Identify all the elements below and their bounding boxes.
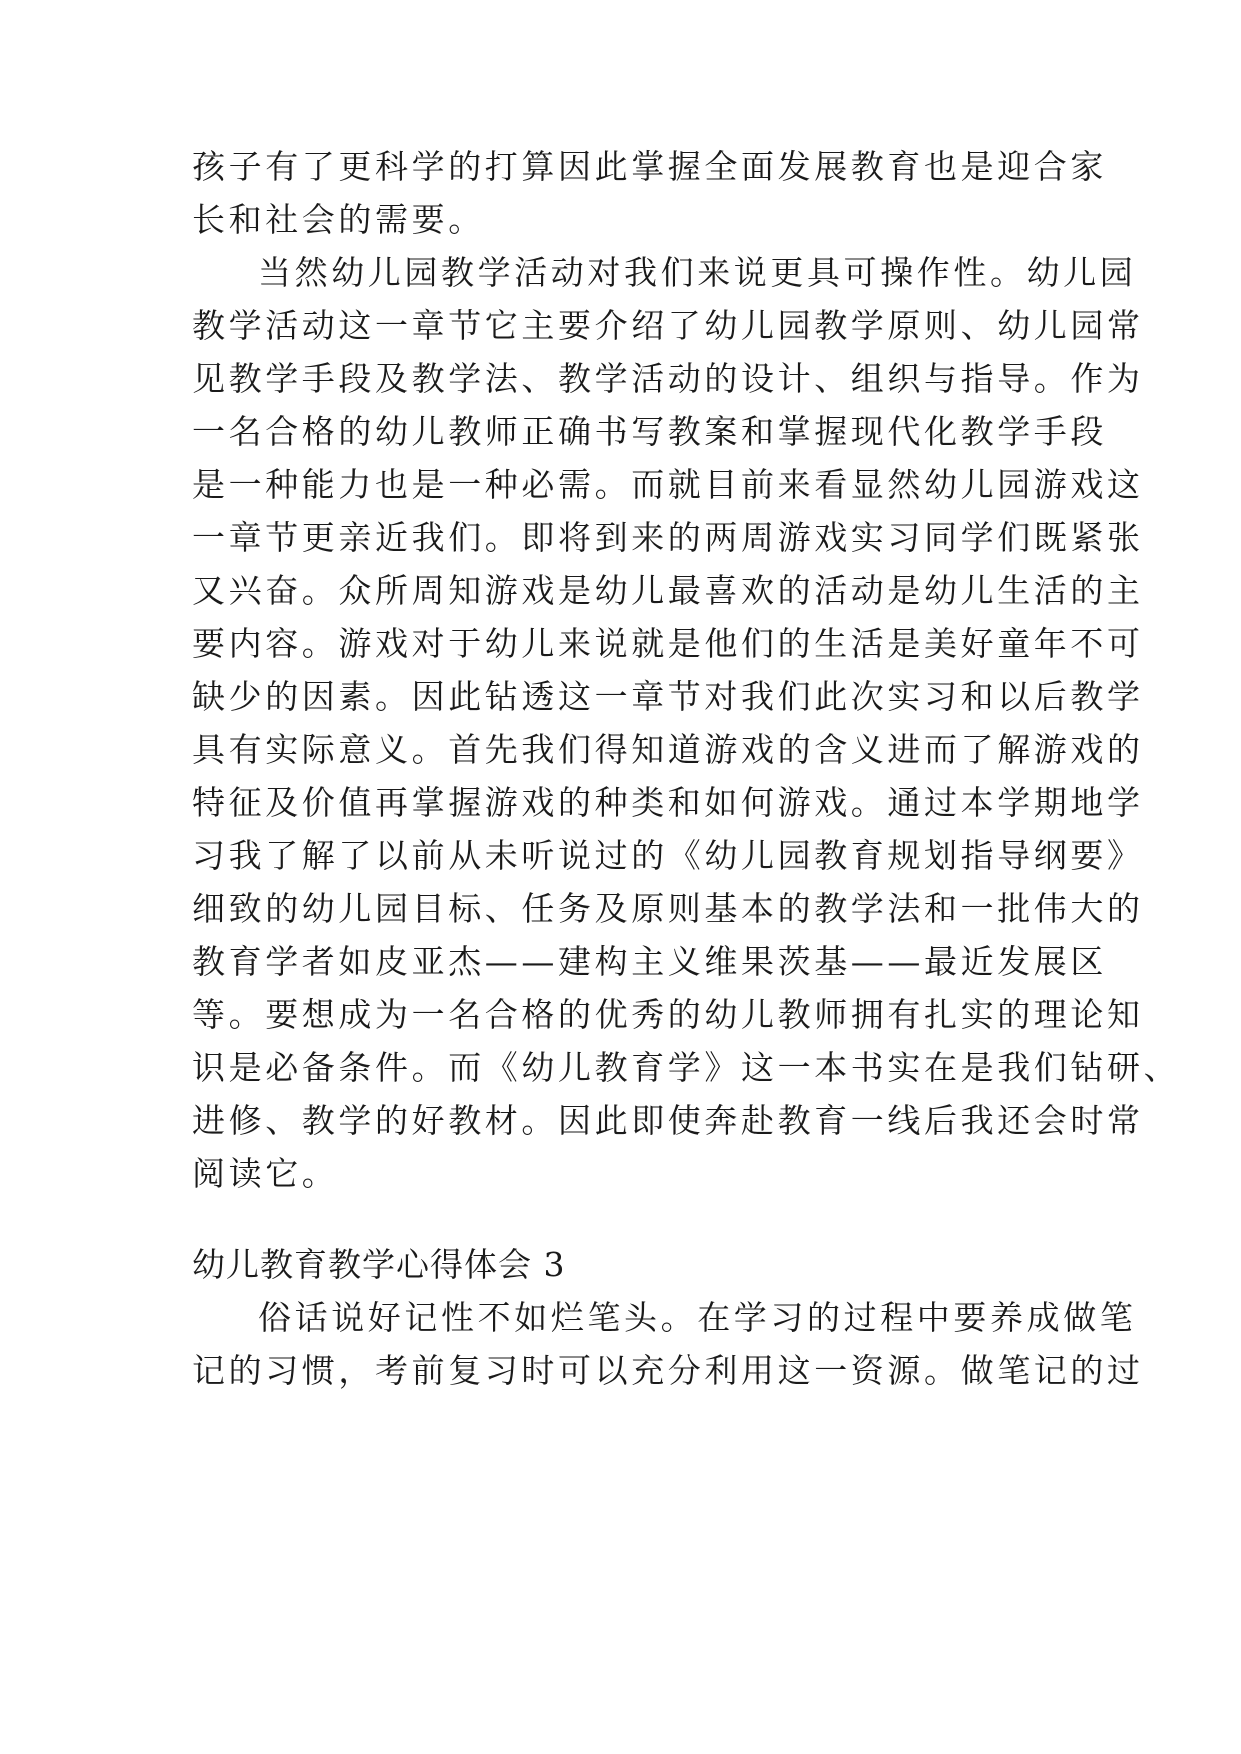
paragraph-3-line-2: 记的习惯，考前复习时可以充分利用这一资源。做笔记的过	[192, 1351, 1144, 1390]
paragraph-1-line-1: 孩子有了更科学的打算因此掌握全面发展教育也是迎合家	[192, 147, 1107, 186]
paragraph-2-line-7: 又兴奋。众所周知游戏是幼儿最喜欢的活动是幼儿生活的主	[192, 571, 1144, 610]
paragraph-2-line-15: 等。要想成为一名合格的优秀的幼儿教师拥有扎实的理论知	[192, 995, 1144, 1034]
paragraph-2-line-3: 见教学手段及教学法、教学活动的设计、组织与指导。作为	[192, 359, 1144, 398]
section-heading: 幼儿教育教学心得体会 3	[192, 1245, 566, 1284]
paragraph-2-line-6: 一章节更亲近我们。即将到来的两周游戏实习同学们既紧张	[192, 518, 1144, 557]
paragraph-2-line-17: 进修、教学的好教材。因此即使奔赴教育一线后我还会时常	[192, 1101, 1144, 1140]
paragraph-2-line-9: 缺少的因素。因此钻透这一章节对我们此次实习和以后教学	[192, 677, 1144, 716]
paragraph-2-line-16: 识是必备条件。而《幼儿教育学》这一本书实在是我们钻研、	[192, 1048, 1181, 1087]
paragraph-2-line-4: 一名合格的幼儿教师正确书写教案和掌握现代化教学手段	[192, 412, 1107, 451]
paragraph-2-line-11: 特征及价值再掌握游戏的种类和如何游戏。通过本学期地学	[192, 783, 1144, 822]
paragraph-2-line-18: 阅读它。	[192, 1154, 339, 1193]
paragraph-2-line-13: 细致的幼儿园目标、任务及原则基本的教学法和一批伟大的	[192, 889, 1144, 928]
paragraph-2-line-8: 要内容。游戏对于幼儿来说就是他们的生活是美好童年不可	[192, 624, 1144, 663]
paragraph-3-line-1: 俗话说好记性不如烂笔头。在学习的过程中要养成做笔	[258, 1298, 1137, 1337]
paragraph-2-line-14: 教育学者如皮亚杰——建构主义维果茨基——最近发展区	[192, 942, 1107, 981]
paragraph-1-line-2: 长和社会的需要。	[192, 200, 485, 239]
paragraph-2-line-12: 习我了解了以前从未听说过的《幼儿园教育规划指导纲要》	[192, 836, 1144, 875]
paragraph-2-line-1: 当然幼儿园教学活动对我们来说更具可操作性。幼儿园	[258, 253, 1137, 292]
paragraph-2-line-10: 具有实际意义。首先我们得知道游戏的含义进而了解游戏的	[192, 730, 1144, 769]
paragraph-2-line-5: 是一种能力也是一种必需。而就目前来看显然幼儿园游戏这	[192, 465, 1144, 504]
paragraph-2-line-2: 教学活动这一章节它主要介绍了幼儿园教学原则、幼儿园常	[192, 306, 1144, 345]
